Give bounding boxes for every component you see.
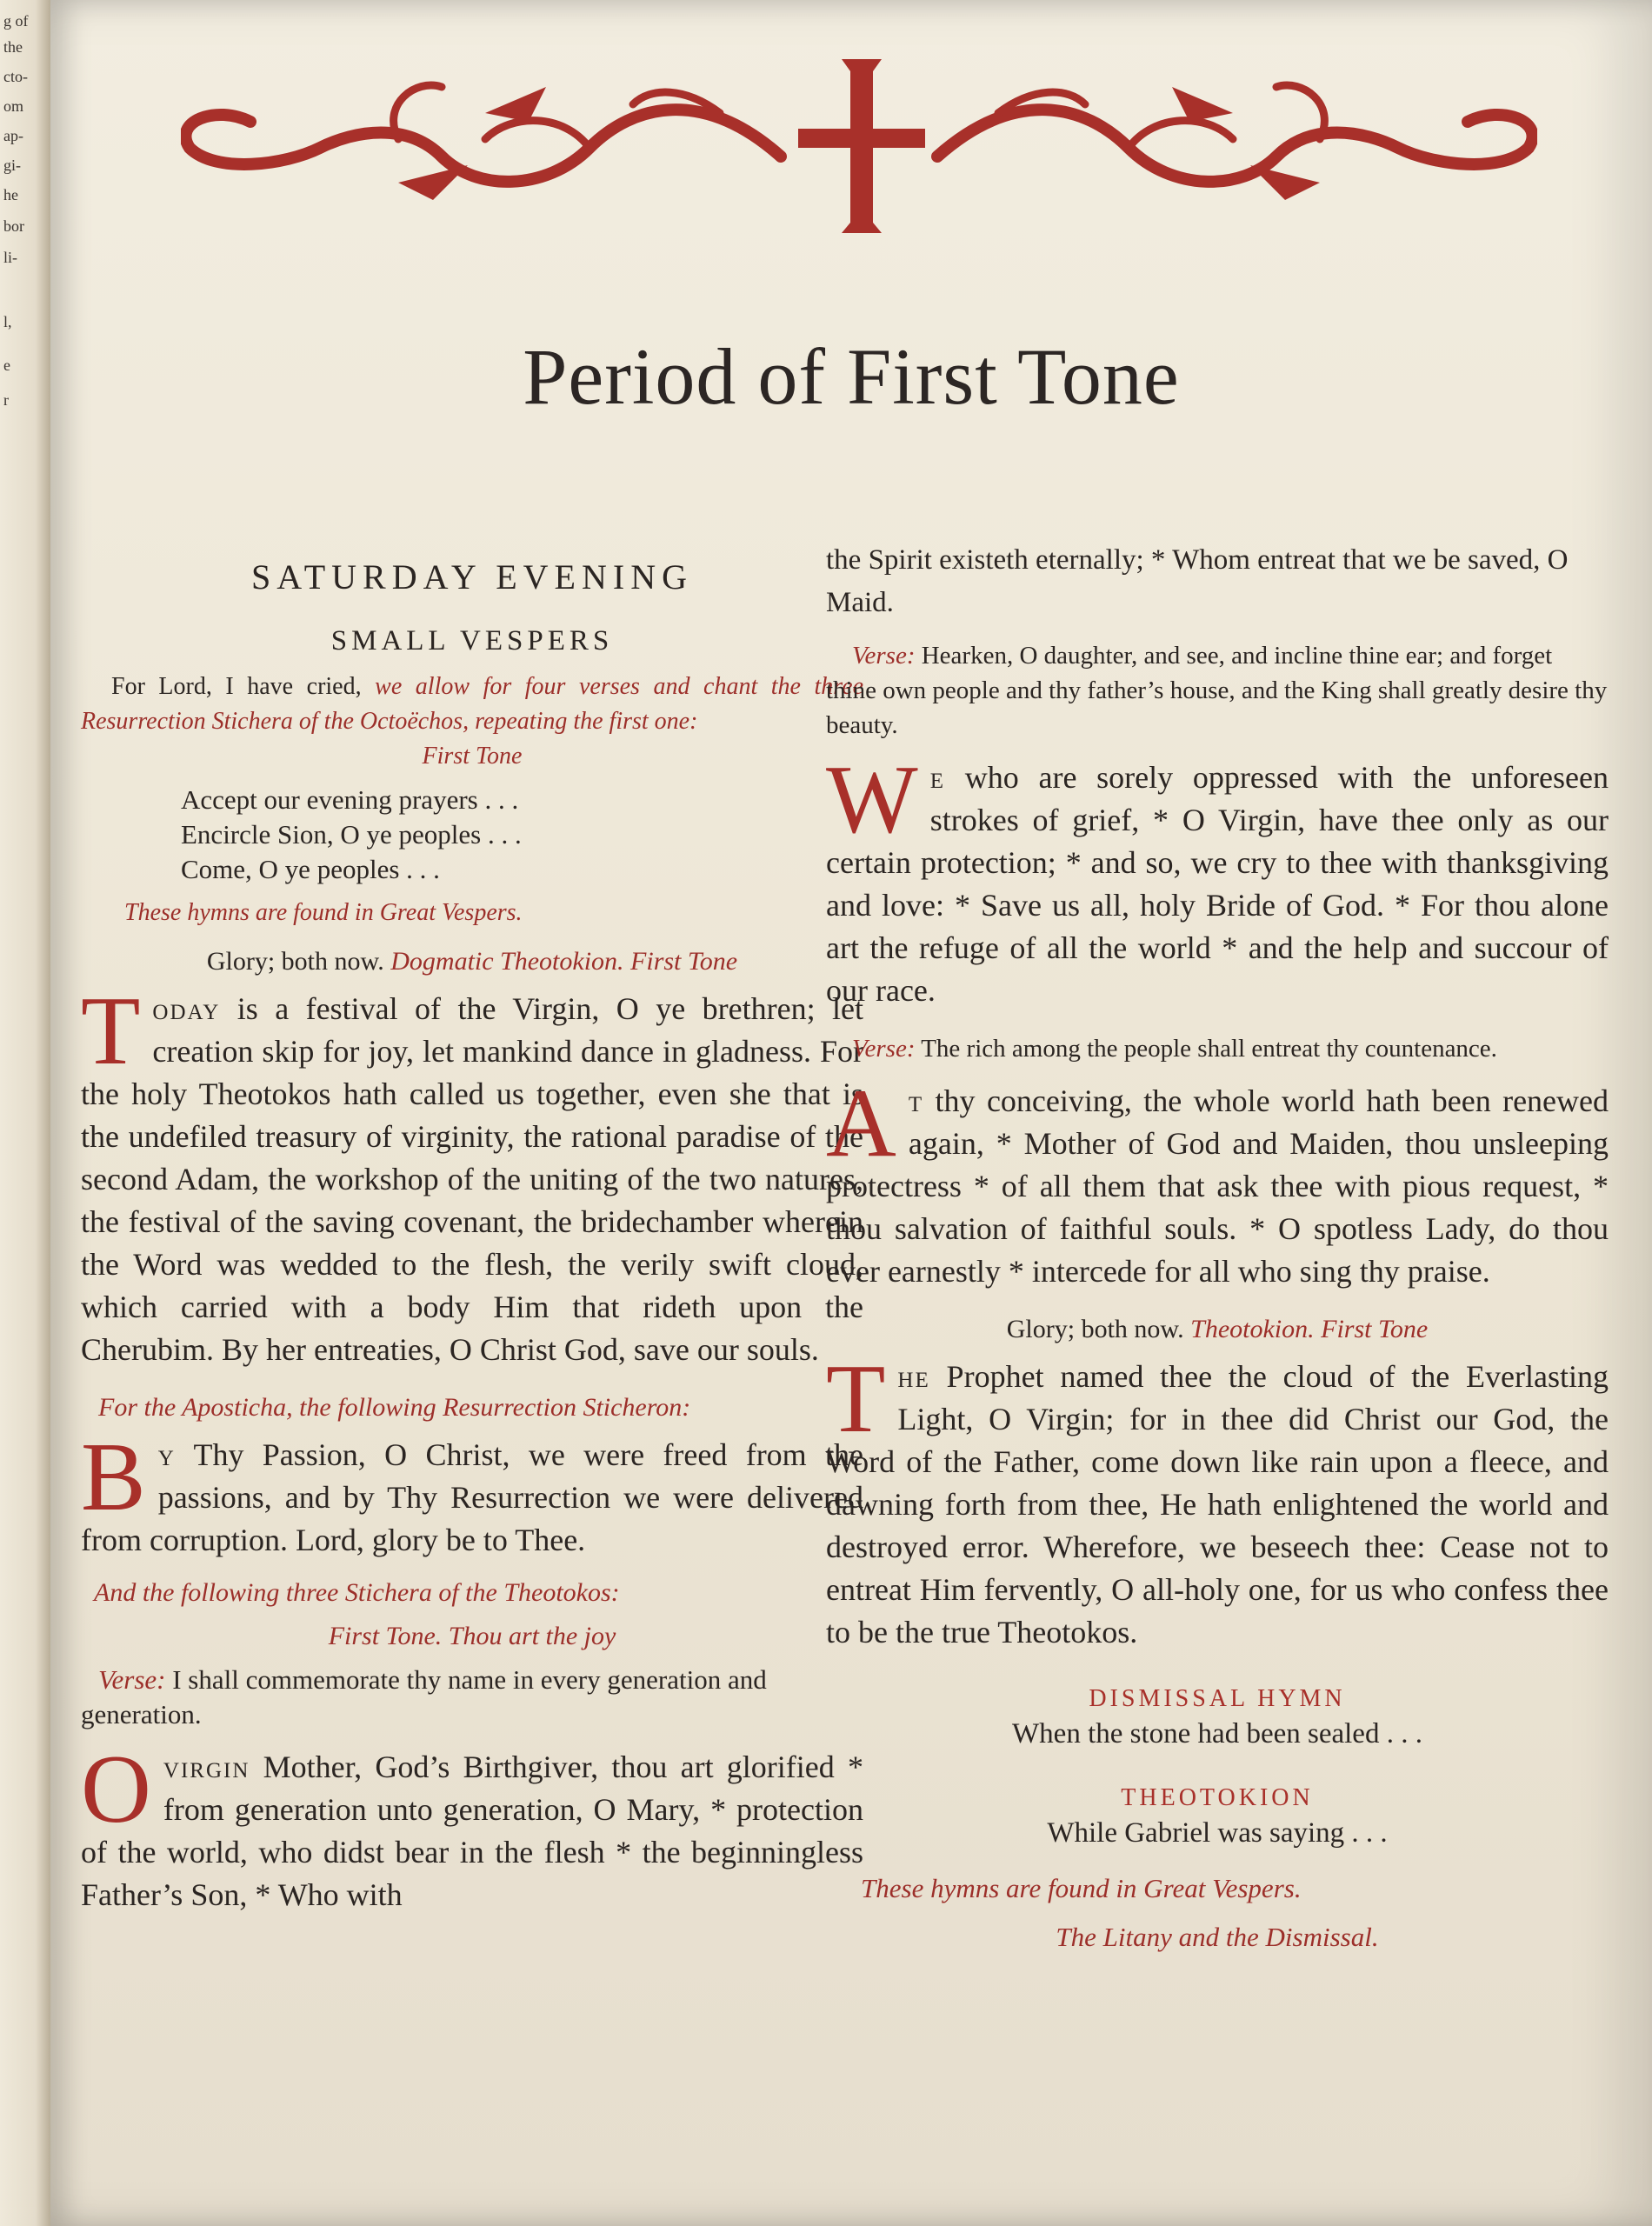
hymn-paragraph-passion (81, 1423, 863, 1562)
spine-fragment: e (3, 357, 10, 374)
aposticha-rubric: For the Aposticha, the following Resurrection Sticheron: (98, 1393, 691, 1422)
list-item: Encircle Sion, O ye peoples . . . (181, 819, 522, 850)
verse-label: Verse: (852, 1035, 916, 1063)
glory-line (826, 1312, 1609, 1347)
rubric-paragraph (81, 670, 863, 739)
verse-line (826, 1031, 1609, 1066)
drop-cap: A (826, 1070, 896, 1177)
spine-fragment: ap- (3, 127, 23, 144)
spine-fragment: g of (3, 12, 29, 30)
book-page (50, 0, 1652, 2226)
spine-fragment: cto- (3, 68, 28, 85)
spine-fragment: l, (3, 313, 12, 330)
small-caps-word: oday (152, 991, 221, 1026)
verse-label: Verse: (98, 1664, 166, 1695)
glory-italic: Dogmatic Theotokion. First Tone (390, 947, 738, 976)
hymn-continuation: the Spirit existeth eternally; * Whom entreat that we be saved, O Maid. (826, 544, 1569, 618)
theotokion-heading: THEOTOKION (1121, 1784, 1314, 1811)
hymn-text: is a festival of the Virgin, O ye brethren; let creation skip for joy, let mankind dance in gladness. For the holy Theotokos hath called us together, even she that is the undefiled treasury of virginity, the rational paradise of the second Adam, the workshop of the uniting of the two natures, the festival of the saving covenant, the bridechamber wherein the Word was wedded to the flesh, the verily swift cloud, which carried with a body Him that rideth upon the Cherubim. By her entreaties, O Christ God, save our souls. (81, 991, 863, 1367)
cross-ornament-icon (181, 52, 1537, 252)
dismissal-hymn-heading: DISMISSAL HYMN (1089, 1685, 1346, 1712)
verse-label: Verse: (852, 642, 916, 670)
section-heading: SATURDAY EVENING (251, 557, 693, 596)
verse-text: Hearken, O daughter, and see, and incline thine ear; and forget thine own people and thy father’s house, and the King shall greatly desire thy beauty. (826, 642, 1608, 739)
dismissal-incipit: When the stone had been sealed . . . (1012, 1718, 1422, 1749)
tone-label: First Tone (422, 743, 523, 770)
verse-text: I shall commemorate thy name in every generation and generation. (81, 1664, 767, 1729)
small-caps-word: he (897, 1359, 930, 1394)
subsection-heading: SMALL VESPERS (330, 625, 614, 656)
hymn-paragraph-conceiving (826, 1070, 1609, 1293)
glory-plain: Glory; both now. (1006, 1315, 1184, 1343)
small-caps-word: e (929, 760, 945, 795)
small-caps-word: virgin (163, 1749, 250, 1784)
list-item: Accept our evening prayers . . . (181, 784, 519, 815)
hymn-paragraph-today (81, 977, 863, 1371)
drop-cap: O (81, 1736, 151, 1843)
rubric-italic: we allow for four verses and chant the three Resurrection Stichera of the Octoëchos, repeating the first one: (81, 673, 864, 735)
stichera-rubric: And the following three Stichera of the Theotokos: (94, 1578, 620, 1607)
verse-line (826, 638, 1609, 743)
hymn-text: who are sorely oppressed with the unforeseen strokes of grief, * O Virgin, have thee only as our certain protection; * and so, we cry to thee with thanksgiving and love: * Save us all, holy Bride of God. * For thou alone art the refuge of all the world * and the help and succour of our race. (826, 760, 1609, 1008)
spine-fragment: bor (3, 217, 24, 235)
hymn-text: Thy Passion, O Christ, we were freed from the passions, and by Thy Resurrection we were delivered from corruption. Lord, glory be to Thee. (81, 1437, 863, 1557)
hymn-text: thy conceiving, the whole world hath been renewed again, * Mother of God and Maiden, thou unsleeping protectress * of all them that ask thee with pious request, * thou salvation of faithful souls. * O spotless Lady, do thou ever earnestly * intercede for all who sing thy praise. (826, 1083, 1609, 1289)
glory-italic: Theotokion. First Tone (1190, 1315, 1429, 1343)
spine-fragment: r (3, 391, 9, 409)
drop-cap: T (826, 1345, 886, 1453)
spine-fragment: gi- (3, 157, 21, 174)
right-column (826, 539, 1609, 1955)
hymn-paragraph-virgin (81, 1736, 863, 1916)
list-item: Come, O ye peoples . . . (181, 854, 440, 884)
spine-fragment: the (3, 38, 23, 56)
drop-cap: W (826, 746, 918, 854)
drop-cap: T (81, 977, 141, 1085)
spine-fragment: li- (3, 249, 17, 266)
small-caps-word: y (157, 1437, 176, 1472)
note-found: These hymns are found in Great Vespers. (124, 899, 523, 926)
hymn-paragraph-prophet (826, 1345, 1609, 1654)
verse-line (81, 1663, 863, 1732)
litany-line: The Litany and the Dismissal. (1056, 1922, 1379, 1952)
spine-fragment: he (3, 186, 18, 203)
verse-text: The rich among the people shall entreat thy countenance. (921, 1035, 1497, 1063)
drop-cap: B (81, 1423, 146, 1531)
glory-line (81, 944, 863, 979)
note-found: These hymns are found in Great Vespers. (861, 1873, 1302, 1903)
left-column (81, 556, 863, 1916)
glory-plain: Glory; both now. (206, 947, 384, 976)
hymn-paragraph-oppressed (826, 746, 1609, 1012)
spine-fragment: om (3, 97, 24, 115)
adjacent-page-edge (0, 0, 50, 2226)
hymn-text: Prophet named thee the cloud of the Everlasting Light, O Virgin; for in thee did Christ our God, the Word of the Father, come down like rain upon a fleece, and dawning forth from thee, He hath enlightened the world and destroyed error. Wherefore, we beseech thee: Cease not to entreat Him fervently, O all-holy one, for us who confess thee to be the true Theotokos. (826, 1359, 1609, 1650)
small-caps-word: t (908, 1083, 924, 1118)
hymn-list (81, 783, 863, 887)
hymn-text: Mother, God’s Birthgiver, thou art glorified * from generation unto generation, O Mary, * protection of the world, who didst bear in the flesh * the beginningless Father’s Son, * Who with (81, 1749, 863, 1912)
page-title: Period of First Tone (523, 332, 1180, 421)
theotokion-incipit: While Gabriel was saying . . . (1047, 1817, 1388, 1849)
tone-joy-label: First Tone. Thou art the joy (328, 1622, 616, 1650)
rubric-plain: For Lord, I have cried, (111, 673, 362, 700)
